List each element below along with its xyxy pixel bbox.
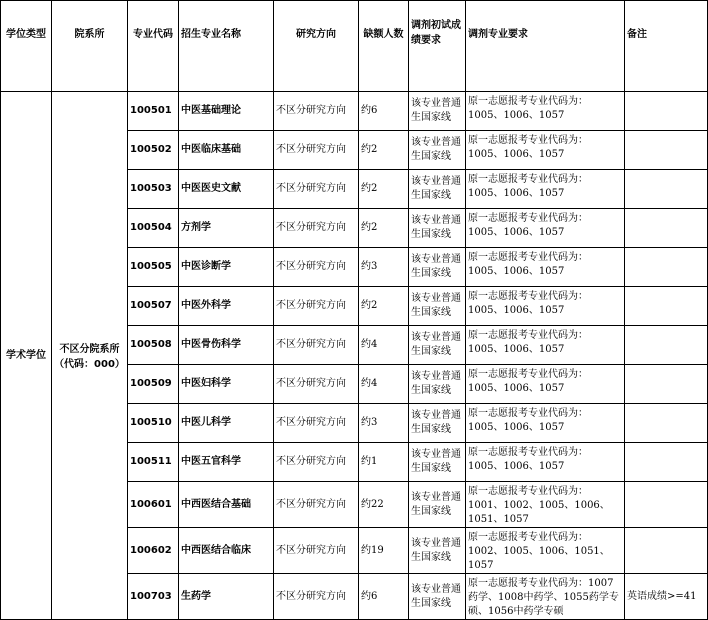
- department-cell: 不区分院系所（代码：000）: [52, 92, 128, 620]
- research-direction-cell: 不区分研究方向: [274, 404, 359, 443]
- score-requirement-cell: 该专业普通生国家线: [409, 131, 466, 170]
- vacancy-cell: 约19: [359, 528, 409, 574]
- major-code-cell: 100507: [128, 287, 179, 326]
- major-name-cell: 中西医结合临床: [179, 528, 274, 574]
- score-requirement-cell: 该专业普通生国家线: [409, 574, 466, 620]
- major-code-cell: 100703: [128, 574, 179, 620]
- vacancy-cell: 约3: [359, 404, 409, 443]
- major-name-cell: 方剂学: [179, 209, 274, 248]
- remark-cell: [625, 248, 708, 287]
- major-requirement-cell: 原一志愿报考专业代码为：1005、1006、1057: [466, 131, 625, 170]
- vacancy-cell: 约2: [359, 287, 409, 326]
- remark-cell: [625, 443, 708, 482]
- research-direction-cell: 不区分研究方向: [274, 170, 359, 209]
- score-requirement-cell: 该专业普通生国家线: [409, 528, 466, 574]
- remark-cell: [625, 209, 708, 248]
- research-direction-cell: 不区分研究方向: [274, 287, 359, 326]
- degree-type-cell: 学术学位: [1, 92, 52, 620]
- major-code-cell: 100504: [128, 209, 179, 248]
- research-direction-cell: 不区分研究方向: [274, 482, 359, 528]
- major-code-cell: 100510: [128, 404, 179, 443]
- vacancy-cell: 约1: [359, 443, 409, 482]
- research-direction-cell: 不区分研究方向: [274, 443, 359, 482]
- major-name-cell: 中医诊断学: [179, 248, 274, 287]
- remark-cell: [625, 131, 708, 170]
- research-direction-cell: 不区分研究方向: [274, 92, 359, 131]
- header-major-requirement: 调剂专业要求: [466, 1, 625, 92]
- header-department: 院系所: [52, 1, 128, 92]
- score-requirement-cell: 该专业普通生国家线: [409, 443, 466, 482]
- research-direction-cell: 不区分研究方向: [274, 209, 359, 248]
- header-vacancy: 缺额人数: [359, 1, 409, 92]
- vacancy-cell: 约2: [359, 209, 409, 248]
- major-code-cell: 100508: [128, 326, 179, 365]
- major-name-cell: 中医儿科学: [179, 404, 274, 443]
- remark-cell: [625, 170, 708, 209]
- header-major-code: 专业代码: [128, 1, 179, 92]
- research-direction-cell: 不区分研究方向: [274, 131, 359, 170]
- header-research-direction: 研究方向: [274, 1, 359, 92]
- header-remarks: 备注: [625, 1, 708, 92]
- score-requirement-cell: 该专业普通生国家线: [409, 404, 466, 443]
- remark-cell: [625, 404, 708, 443]
- remark-cell: [625, 92, 708, 131]
- header-degree-type: 学位类型: [1, 1, 52, 92]
- major-requirement-cell: 原一志愿报考专业代码为：1005、1006、1057: [466, 209, 625, 248]
- remark-cell: [625, 326, 708, 365]
- vacancy-cell: 约4: [359, 326, 409, 365]
- major-requirement-cell: 原一志愿报考专业代码为：1005、1006、1057: [466, 248, 625, 287]
- major-name-cell: 中医临床基础: [179, 131, 274, 170]
- research-direction-cell: 不区分研究方向: [274, 574, 359, 620]
- major-requirement-cell: 原一志愿报考专业代码为：1002、1005、1006、1051、1057: [466, 528, 625, 574]
- header-row: [1, 1, 708, 92]
- major-name-cell: 中西医结合基础: [179, 482, 274, 528]
- remark-cell: [625, 287, 708, 326]
- vacancy-cell: 约2: [359, 170, 409, 209]
- research-direction-cell: 不区分研究方向: [274, 365, 359, 404]
- remark-cell: 英语成绩>=41: [625, 574, 708, 620]
- vacancy-cell: 约3: [359, 248, 409, 287]
- remark-cell: [625, 365, 708, 404]
- major-requirement-cell: 原一志愿报考专业代码为：1001、1002、1005、1006、1051、1057: [466, 482, 625, 528]
- major-requirement-cell: 原一志愿报考专业代码为：1007药学、1008中药学、1055药学专硕、1056中药学专硕: [466, 574, 625, 620]
- major-requirement-cell: 原一志愿报考专业代码为：1005、1006、1057: [466, 170, 625, 209]
- major-code-cell: 100601: [128, 482, 179, 528]
- major-name-cell: 中医妇科学: [179, 365, 274, 404]
- score-requirement-cell: 该专业普通生国家线: [409, 287, 466, 326]
- major-requirement-cell: 原一志愿报考专业代码为：1005、1006、1057: [466, 365, 625, 404]
- vacancy-cell: 约6: [359, 574, 409, 620]
- major-requirement-cell: 原一志愿报考专业代码为：1005、1006、1057: [466, 404, 625, 443]
- score-requirement-cell: 该专业普通生国家线: [409, 209, 466, 248]
- major-requirement-cell: 原一志愿报考专业代码为：1005、1006、1057: [466, 443, 625, 482]
- vacancy-cell: 约22: [359, 482, 409, 528]
- major-name-cell: 中医医史文献: [179, 170, 274, 209]
- score-requirement-cell: 该专业普通生国家线: [409, 482, 466, 528]
- table-row: [1, 92, 708, 131]
- vacancy-cell: 约2: [359, 131, 409, 170]
- research-direction-cell: 不区分研究方向: [274, 326, 359, 365]
- vacancy-cell: 约4: [359, 365, 409, 404]
- major-code-cell: 100501: [128, 92, 179, 131]
- major-requirement-cell: 原一志愿报考专业代码为：1005、1006、1057: [466, 326, 625, 365]
- major-name-cell: 中医骨伤科学: [179, 326, 274, 365]
- major-code-cell: 100502: [128, 131, 179, 170]
- major-name-cell: 中医五官科学: [179, 443, 274, 482]
- score-requirement-cell: 该专业普通生国家线: [409, 92, 466, 131]
- major-code-cell: 100511: [128, 443, 179, 482]
- major-code-cell: 100505: [128, 248, 179, 287]
- major-name-cell: 生药学: [179, 574, 274, 620]
- score-requirement-cell: 该专业普通生国家线: [409, 326, 466, 365]
- score-requirement-cell: 该专业普通生国家线: [409, 170, 466, 209]
- major-name-cell: 中医外科学: [179, 287, 274, 326]
- major-code-cell: 100503: [128, 170, 179, 209]
- vacancy-cell: 约6: [359, 92, 409, 131]
- major-name-cell: 中医基础理论: [179, 92, 274, 131]
- major-code-cell: 100509: [128, 365, 179, 404]
- major-requirement-cell: 原一志愿报考专业代码为：1005、1006、1057: [466, 92, 625, 131]
- score-requirement-cell: 该专业普通生国家线: [409, 248, 466, 287]
- research-direction-cell: 不区分研究方向: [274, 528, 359, 574]
- header-major-name: 招生专业名称: [179, 1, 274, 92]
- remark-cell: [625, 528, 708, 574]
- major-code-cell: 100602: [128, 528, 179, 574]
- header-score-requirement: 调剂初试成绩要求: [409, 1, 466, 92]
- major-requirement-cell: 原一志愿报考专业代码为：1005、1006、1057: [466, 287, 625, 326]
- score-requirement-cell: 该专业普通生国家线: [409, 365, 466, 404]
- remark-cell: [625, 482, 708, 528]
- research-direction-cell: 不区分研究方向: [274, 248, 359, 287]
